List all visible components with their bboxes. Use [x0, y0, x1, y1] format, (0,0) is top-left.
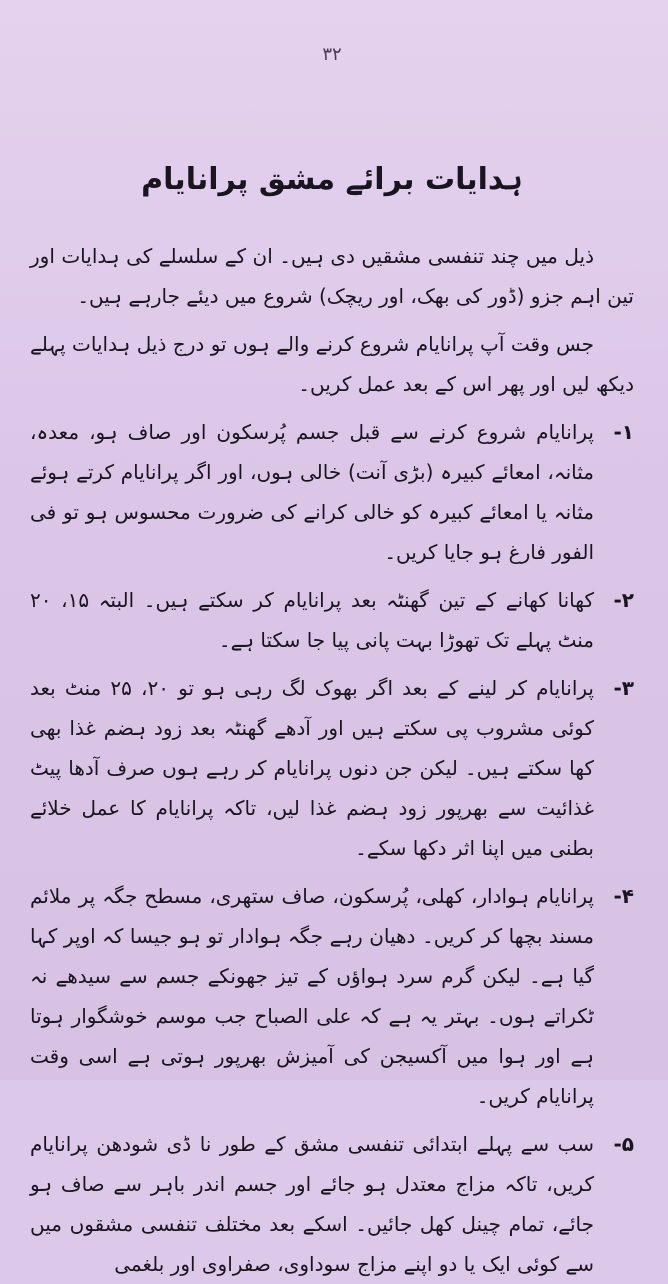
item-text: پرانایام کر لینے کے بعد اگر بھوک لگ رہی ہو تو ۲۰، ۲۵ منٹ بعد کوئی مشروب پی سکتے ہیں اور آدھے گھنٹہ بعد زود ہضم غذا بھی کھا سکتے ہیں۔ لیکن جن دنوں پرانایام کر رہے ہوں صرف آدھا پیٹ غذائیت سے بھرپور زود ہضم غذا لیں، تاکہ پرانایام کا عمل خلائے بطنی میں اپنا اثر دکھا سکے۔ — [30, 676, 594, 860]
item-number: ۲- — [613, 588, 634, 612]
item-text: پرانایام ہوادار، کھلی، پُرسکون، صاف ستھری، مسطح جگہ پر ملائم مسند بچھا کر کریں۔ دھیان رہے جگہ ہوادار تو ہو جیسا کہ اوپر کہا گیا ہے۔ لیکن گرم سرد ہواؤں کے تیز جھونکے جسم سے سیدھے نہ ٹکراتے ہوں۔ بہتر یہ ہے کہ علی الصباح جب موسم خوشگوار ہوتا ہے اور ہوا میں آکسیجن کی آمیزش بھرپور ہوتی ہے اسی وقت پرانایام کریں۔ — [30, 884, 594, 1108]
item-number: ۴- — [613, 884, 634, 908]
page-title: ہدایات برائے مشق پرانایام — [141, 162, 523, 197]
item-text: سب سے پہلے ابتدائی تنفسی مشق کے طور نا ڈی شودھن پرانایام کریں، تاکہ مزاج معتدل ہو جائے اور جسم اندر باہر سے صاف ہو جائے، تمام چینل کھل جائیں۔ اسکے بعد مختلف تنفسی مشقوں میں سے کوئی ایک یا دو اپنے مزاج سوداوی، صفراوی اور بلغمی — [30, 1132, 594, 1276]
list-item — [30, 876, 634, 1116]
page-number: ۳۲ — [322, 44, 342, 65]
intro-paragraph-2: جس وقت آپ پرانایام شروع کرنے والے ہوں تو درج ذیل ہدایات پہلے دیکھ لیں اور پھر اس کے بعد عمل کریں۔ — [30, 332, 634, 396]
list-item — [30, 668, 634, 868]
item-text: پرانایام شروع کرنے سے قبل جسم پُرسکون اور صاف ہو، معدہ، مثانہ، امعائے کبیرہ (بڑی آنت) خالی ہوں، اور اگر پرانایام کرتے ہوئے مثانہ یا امعائے کبیرہ کو خالی کرانے کی ضرورت محسوس ہو تو فی الفور فارغ ہو جایا کریں۔ — [30, 420, 594, 564]
list-item — [30, 1124, 634, 1284]
item-number: ۱- — [613, 420, 634, 444]
body-text — [30, 236, 634, 1284]
intro-paragraph: ذیل میں چند تنفسی مشقیں دی ہیں۔ ان کے سلسلے کی ہدایات اور تین اہم جزو (ڈور کی بھک، اور ریچک) شروع میں دیئے جارہے ہیں۔ — [30, 244, 634, 308]
list-item — [30, 580, 634, 660]
item-number: ۵- — [613, 1132, 634, 1156]
item-text: کھانا کھانے کے تین گھنٹہ بعد پرانایام کر سکتے ہیں۔ البتہ ۱۵، ۲۰ منٹ پہلے تک تھوڑا بہت پانی پیا جا سکتا ہے۔ — [30, 588, 595, 652]
item-number: ۳- — [613, 676, 634, 700]
list-item — [30, 412, 634, 572]
